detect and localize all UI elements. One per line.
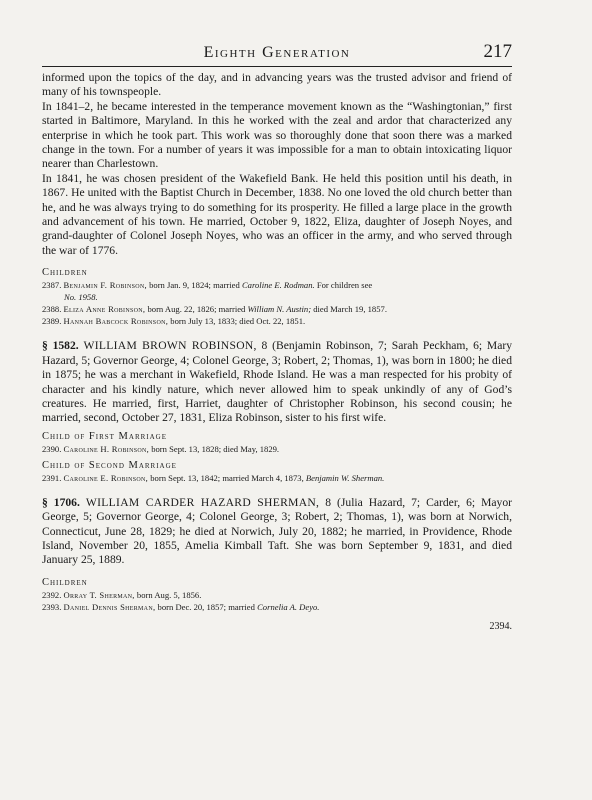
- running-title: Eighth Generation: [203, 44, 351, 61]
- child-second-marriage-heading: Child of Second Marriage: [42, 459, 177, 471]
- child-cross-reference: No. 1958.: [64, 292, 98, 303]
- child-number: 2388.: [42, 304, 62, 315]
- child-entry: [42, 315, 512, 327]
- child-name: Caroline H. Robinson,: [63, 443, 150, 454]
- child-entry: [42, 601, 512, 613]
- child-name: Daniel Dennis Sherman,: [63, 601, 156, 612]
- children-list: [42, 472, 512, 484]
- child-details: born Dec. 20, 1857; married: [155, 601, 258, 612]
- child-entry: [42, 279, 512, 303]
- entry-1582: [42, 339, 512, 425]
- children-heading: Children: [42, 576, 88, 588]
- entry-number: § 1706.: [42, 495, 80, 509]
- child-details: born Sept. 13, 1842; married March 4, 1873,: [148, 472, 306, 483]
- children-list: [42, 279, 512, 327]
- running-header: [42, 40, 512, 67]
- child-number: 2391.: [42, 472, 62, 483]
- intro-paragraph: In 1841–2, he became interested in the temperance movement known as the “Washingtonian,” first started in Baltimore, Maryland. In this he worked with the zeal and ardor that characterized any enterprise in which he took part. This work was so thoroughly done that soon there was a marked change in the town. For a number of years it was impossible for a man to obtain intoxicating liquor nearer than Charlestown.: [42, 99, 512, 171]
- child-name: Orray T. Sherman,: [63, 589, 135, 600]
- page-number: 217: [483, 41, 512, 62]
- entry-name: WILLIAM BROWN ROBINSON,: [83, 339, 257, 353]
- child-details-tail: died March 19, 1857.: [311, 304, 387, 315]
- child-number: 2393.: [42, 601, 62, 612]
- child-number: 2392.: [42, 589, 62, 600]
- child-name: Benjamin F. Robinson,: [63, 280, 147, 291]
- page: [42, 40, 512, 635]
- child-details: born Aug. 22, 1826; married: [145, 304, 248, 315]
- children-heading: Children: [42, 267, 88, 279]
- child-name: Caroline E. Robinson,: [63, 472, 149, 483]
- child-entry: [42, 303, 512, 315]
- entry-name: WILLIAM CARDER HAZARD SHERMAN,: [85, 495, 320, 509]
- intro-paragraph: In 1841, he was chosen president of the Wakefield Bank. He held this position until his death, in 1867. He united with the Baptist Church in December, 1838. No one loved the old church better than he, and he was always trying to do something for its prosperity. He filled a large place in the growth and advancement of his town. He married, October 9, 1822, Eliza, daughter of Joseph Noyes, and grand-daughter of Colonel Joseph Noyes, who was an officer in the army, and who served through the war of 1776.: [42, 171, 512, 257]
- entry-text: 8 (Julia Hazard, 7; Carder, 6; Mayor George, 5; Governor George, 4; Colonel George, 3; Robert, 2; Thomas, 1), was born at Norwich, Connecticut, June 28, 1829; he died at Norwich, July 20, 1882; he married, in Providence, Rhode Island, November 20, 1855, Amelia Kimball Taft. She was born September 9, 1831, and died January 25, 1889.: [42, 495, 513, 567]
- children-list: [42, 443, 512, 455]
- entry-1706: [42, 496, 512, 568]
- child-spouse: Cornelia A. Deyo.: [257, 601, 320, 612]
- child-number: 2390.: [42, 443, 62, 454]
- child-details: born Aug. 5, 1856.: [134, 589, 202, 600]
- child-entry: [42, 472, 512, 484]
- child-first-marriage-heading: Child of First Marriage: [42, 430, 167, 442]
- child-details: born Jan. 9, 1824; married: [146, 280, 242, 291]
- child-details: born Sept. 13, 1828; died May, 1829.: [149, 443, 280, 454]
- intro-paragraph: informed upon the topics of the day, and in advancing years was the trusted advisor and friend of many of his townspeople.: [42, 71, 512, 99]
- child-number: 2389.: [42, 316, 62, 327]
- entry-text: 8 (Benjamin Robinson, 7; Sarah Peckham, 6; Mary Hazard, 5; Governor George, 4; Colonel George, 3; Robert, 2; Thomas, 1), was born in 1800; he died in 1875; he was a merchant in Wakefield, Rhode Island. He was a man respected for his probity of character and his kindly nature, which never allowed him to speak unkindly of any of God’s creatures. He married, first, Harriet, daughter of Christopher Robinson, his second cousin; he married, second, October 27, 1831, Eliza Robinson, sister to his first wife.: [42, 339, 513, 425]
- child-entry: [42, 589, 512, 601]
- child-entry: [42, 443, 512, 455]
- child-details: born July 13, 1833; died Oct. 22, 1851.: [168, 316, 306, 327]
- child-spouse: Caroline E. Rodman.: [241, 280, 315, 291]
- child-spouse: Benjamin W. Sherman.: [305, 472, 385, 483]
- child-details-tail: For children see: [314, 280, 373, 291]
- entry-number: § 1582.: [42, 339, 79, 353]
- child-name: Eliza Anne Robinson,: [63, 304, 146, 315]
- child-spouse: William N. Austin;: [247, 304, 312, 315]
- catchword: 2394.: [489, 620, 512, 632]
- child-name: Hannah Babcock Robinson,: [63, 316, 169, 327]
- child-number: 2387.: [42, 280, 62, 291]
- children-list: [42, 589, 512, 613]
